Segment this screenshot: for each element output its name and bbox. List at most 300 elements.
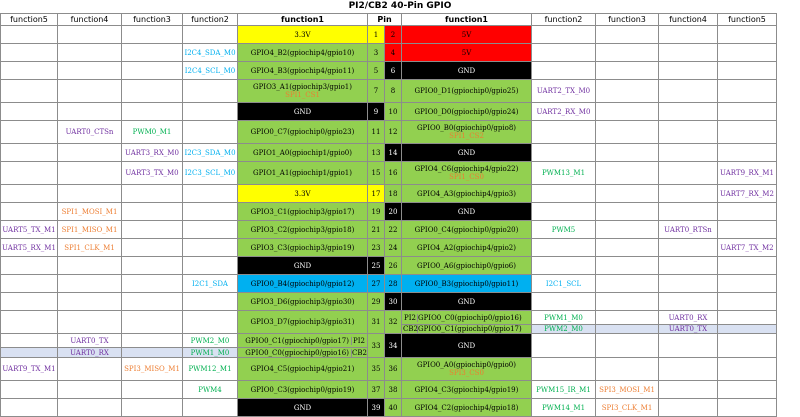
pin-number-odd: 3 <box>368 44 385 62</box>
right-function3 <box>596 44 659 62</box>
left-function3 <box>122 185 183 203</box>
left-function1-cb2 <box>238 348 368 358</box>
pin-number-odd: 37 <box>368 381 385 399</box>
pin-number-odd: 31 <box>368 311 385 334</box>
right-function2 <box>532 239 596 257</box>
left-function2: PWM2_M0 <box>183 334 238 348</box>
left-function2 <box>183 203 238 221</box>
column-header: function4 <box>659 14 718 26</box>
left-function1: GPIO4_B2(gpiochip4/gpio10) <box>238 44 368 62</box>
left-function4 <box>58 293 122 311</box>
right-function2 <box>532 144 596 162</box>
right-function4 <box>659 62 718 80</box>
right-function4 <box>659 293 718 311</box>
pin-row <box>1 80 777 103</box>
left-function2 <box>183 293 238 311</box>
right-function1: GND <box>402 144 532 162</box>
pin-number-odd: 27 <box>368 275 385 293</box>
pin-number-even: 6 <box>385 62 402 80</box>
left-function3 <box>122 257 183 275</box>
left-function1: GPIO1_A0(gpiochip1/gpio0) <box>238 144 368 162</box>
gpio-table <box>0 13 777 417</box>
left-function2 <box>183 121 238 144</box>
left-function3 <box>122 62 183 80</box>
right-function4 <box>659 80 718 103</box>
right-function4: UART0_TX <box>659 325 718 334</box>
left-function-empty <box>58 311 122 334</box>
pin-alt-function: SPI1_CS0 <box>449 173 484 181</box>
left-function5 <box>1 348 58 358</box>
left-function3 <box>122 239 183 257</box>
pin-number-even: 10 <box>385 103 402 121</box>
column-header: function3 <box>122 14 183 26</box>
right-function2 <box>532 358 596 381</box>
column-header: function5 <box>718 14 777 26</box>
pin-row <box>1 203 777 221</box>
pin-row <box>1 162 777 185</box>
left-function3 <box>122 103 183 121</box>
right-function1: GND <box>402 293 532 311</box>
column-header: function3 <box>596 14 659 26</box>
right-function2: PWM2_M0 <box>532 325 596 334</box>
left-function-empty <box>183 311 238 334</box>
left-function2 <box>183 239 238 257</box>
column-header: function4 <box>58 14 122 26</box>
left-function1: GND <box>238 399 368 417</box>
pin-alt-function: SPI3_CS0 <box>449 369 484 377</box>
left-function3 <box>122 26 183 44</box>
right-function5 <box>718 325 777 334</box>
left-function5 <box>1 381 58 399</box>
left-function1-pi2 <box>238 334 368 348</box>
right-function4 <box>659 185 718 203</box>
pin-row <box>1 239 777 257</box>
left-function5 <box>1 275 58 293</box>
left-function4 <box>58 103 122 121</box>
left-function4: UART0_CTSn <box>58 121 122 144</box>
right-function4 <box>659 162 718 185</box>
left-function3 <box>122 203 183 221</box>
left-function1 <box>238 80 368 103</box>
column-header: function2 <box>183 14 238 26</box>
pin-number-odd: 19 <box>368 203 385 221</box>
right-function3 <box>596 121 659 144</box>
pin-number-odd: 33 <box>368 334 385 358</box>
pin-function-name: GPIO4_C6(gpiochip4/gpio22) <box>414 165 519 173</box>
pin-number-even: 26 <box>385 257 402 275</box>
right-function4 <box>659 144 718 162</box>
right-function5 <box>718 257 777 275</box>
left-function5 <box>1 162 58 185</box>
right-function1 <box>402 121 532 144</box>
pin-number-odd: 21 <box>368 221 385 239</box>
right-function3 <box>596 103 659 121</box>
pin-function-name: GPIO0_C0(gpiochip0/gpio16) <box>245 348 349 357</box>
pin-number-even: 2 <box>385 26 402 44</box>
pin-row <box>1 185 777 203</box>
pin-function-name: GPIO0_B0(gpiochip0/gpio8) <box>416 124 517 132</box>
left-function3 <box>122 275 183 293</box>
left-function4: SPI1_MISO_M1 <box>58 221 122 239</box>
right-function4: UART0_RX <box>659 311 718 325</box>
left-function5 <box>1 121 58 144</box>
left-function5: UART9_TX_M1 <box>1 358 58 381</box>
right-function4 <box>659 275 718 293</box>
right-function1: 5V <box>402 26 532 44</box>
left-function4 <box>58 44 122 62</box>
left-function1: GND <box>238 103 368 121</box>
right-function2 <box>532 62 596 80</box>
left-function2: I2C3_SDA_M0 <box>183 144 238 162</box>
left-function2 <box>183 26 238 44</box>
right-function5 <box>718 26 777 44</box>
board-tag: CB2 <box>352 348 367 357</box>
right-function2: PWM15_IR_M1 <box>532 381 596 399</box>
pin-number-odd: 1 <box>368 26 385 44</box>
pin-function-name: GPIO0_C0(gpiochip0/gpio16) <box>418 313 522 322</box>
right-function1: GPIO4_C3(gpiochip4/gpio19) <box>402 381 532 399</box>
right-function1 <box>402 358 532 381</box>
left-function2: PWM4 <box>183 381 238 399</box>
pin-row <box>1 62 777 80</box>
right-function1: GPIO4_A3(gpiochip4/gpio3) <box>402 185 532 203</box>
left-function1: GPIO0_B4(gpiochip0/gpio12) <box>238 275 368 293</box>
pin-row <box>1 334 777 348</box>
right-function1-cb2 <box>402 325 532 334</box>
pin-number-odd: 11 <box>368 121 385 144</box>
pin-row <box>1 26 777 44</box>
pin-row <box>1 293 777 311</box>
pin-number-even: 34 <box>385 334 402 358</box>
pin-number-even: 38 <box>385 381 402 399</box>
left-function4 <box>58 381 122 399</box>
pin-number-even: 40 <box>385 399 402 417</box>
left-function4 <box>58 399 122 417</box>
right-function2 <box>532 203 596 221</box>
left-function3: PWM0_M1 <box>122 121 183 144</box>
left-function1: GND <box>238 257 368 275</box>
right-function2 <box>532 185 596 203</box>
right-function3 <box>596 358 659 381</box>
right-function5 <box>718 80 777 103</box>
right-function3 <box>596 80 659 103</box>
left-function5 <box>1 144 58 162</box>
right-function4 <box>659 26 718 44</box>
pin-number-odd: 17 <box>368 185 385 203</box>
right-function4 <box>659 121 718 144</box>
right-function1: GND <box>402 334 532 358</box>
right-function4 <box>659 103 718 121</box>
pin-number-even: 36 <box>385 358 402 381</box>
column-header: function5 <box>1 14 58 26</box>
right-function4 <box>659 381 718 399</box>
left-function4 <box>58 80 122 103</box>
right-function3 <box>596 144 659 162</box>
pin-number-even: 16 <box>385 162 402 185</box>
pin-number-even: 18 <box>385 185 402 203</box>
pin-number-even: 30 <box>385 293 402 311</box>
left-function1: GPIO3_C3(gpiochip3/gpio19) <box>238 239 368 257</box>
pin-number-even: 28 <box>385 275 402 293</box>
left-function5 <box>1 62 58 80</box>
pin-row <box>1 257 777 275</box>
left-function1: GPIO3_D6(gpiochip3/gpio30) <box>238 293 368 311</box>
right-function3 <box>596 311 659 325</box>
right-function1-pi2 <box>402 311 532 325</box>
pin-row <box>1 221 777 239</box>
board-tag: PI2 <box>351 337 366 345</box>
left-function3 <box>122 221 183 239</box>
left-function3: SPI3_MISO_M1 <box>122 358 183 381</box>
right-function5 <box>718 311 777 325</box>
left-function3 <box>122 381 183 399</box>
right-function5 <box>718 121 777 144</box>
right-function3 <box>596 325 659 334</box>
left-function4 <box>58 26 122 44</box>
right-function5 <box>718 62 777 80</box>
pin-row <box>1 399 777 417</box>
right-function2: PWM13_M1 <box>532 162 596 185</box>
left-function5 <box>1 80 58 103</box>
left-function2 <box>183 221 238 239</box>
pin-number-odd: 39 <box>368 399 385 417</box>
right-function1: GND <box>402 62 532 80</box>
right-function5 <box>718 203 777 221</box>
left-function1: GPIO1_A1(gpiochip1/gpio1) <box>238 162 368 185</box>
right-function5: UART7_TX_M2 <box>718 239 777 257</box>
pin-number-even: 22 <box>385 221 402 239</box>
board-tag: PI2 <box>403 314 418 322</box>
right-function2 <box>532 26 596 44</box>
column-header: function1 <box>402 14 532 26</box>
right-function1: GPIO4_C2(gpiochip4/gpio18) <box>402 399 532 417</box>
right-function3 <box>596 62 659 80</box>
pin-number-even: 32 <box>385 311 402 334</box>
pin-function-name: GPIO3_A1(gpiochip3/gpio1) <box>253 83 352 91</box>
board-tag: CB2 <box>403 325 418 333</box>
left-function4 <box>58 185 122 203</box>
pin-number-odd: 7 <box>368 80 385 103</box>
left-function1: GPIO4_C5(gpiochip4/gpio21) <box>238 358 368 381</box>
right-function1: GPIO0_A6(gpiochip0/gpio6) <box>402 257 532 275</box>
left-function2 <box>183 185 238 203</box>
pin-number-even: 24 <box>385 239 402 257</box>
right-function5 <box>718 293 777 311</box>
right-function-empty <box>596 334 659 358</box>
right-function4 <box>659 239 718 257</box>
left-function2: PWM1_M0 <box>183 348 238 358</box>
pin-number-odd: 5 <box>368 62 385 80</box>
left-function2: I2C1_SDA <box>183 275 238 293</box>
left-function2 <box>183 80 238 103</box>
right-function4 <box>659 257 718 275</box>
pin-number-even: 14 <box>385 144 402 162</box>
left-function2: I2C3_SCL_M0 <box>183 162 238 185</box>
pin-number-odd: 23 <box>368 239 385 257</box>
right-function5 <box>718 44 777 62</box>
pin-function-name: GPIO0_C1(gpiochip0/gpio17) <box>418 325 522 333</box>
right-function2: PWM1_M0 <box>532 311 596 325</box>
left-function4: SPI1_MOSI_M1 <box>58 203 122 221</box>
pin-row <box>1 275 777 293</box>
right-function5 <box>718 381 777 399</box>
right-function1: GPIO0_D0(gpiochip0/gpio24) <box>402 103 532 121</box>
right-function3 <box>596 162 659 185</box>
right-function4 <box>659 358 718 381</box>
left-function1: GPIO0_C3(gpiochip0/gpio19) <box>238 381 368 399</box>
left-function5: UART5_RX_M1 <box>1 239 58 257</box>
pin-alt-function: SPI1_CS1 <box>285 91 320 99</box>
left-function4 <box>58 257 122 275</box>
pin-number-odd: 9 <box>368 103 385 121</box>
right-function3 <box>596 203 659 221</box>
pin-number-odd: 13 <box>368 144 385 162</box>
pin-number-odd: 29 <box>368 293 385 311</box>
left-function4 <box>58 144 122 162</box>
pin-row <box>1 121 777 144</box>
right-function3 <box>596 275 659 293</box>
left-function1: GPIO3_C1(gpiochip3/gpio17) <box>238 203 368 221</box>
left-function4: UART0_RX <box>58 348 122 358</box>
left-function5 <box>1 293 58 311</box>
right-function1 <box>402 162 532 185</box>
left-function2 <box>183 103 238 121</box>
pin-number-odd: 25 <box>368 257 385 275</box>
right-function1: GPIO0_D1(gpiochip0/gpio25) <box>402 80 532 103</box>
right-function5 <box>718 358 777 381</box>
right-function5 <box>718 399 777 417</box>
right-function2 <box>532 121 596 144</box>
left-function1: 3.3V <box>238 26 368 44</box>
right-function4 <box>659 399 718 417</box>
pin-number-even: 8 <box>385 80 402 103</box>
left-function5 <box>1 26 58 44</box>
left-function5 <box>1 185 58 203</box>
page-title: PI2/CB2 40-Pin GPIO <box>348 1 452 11</box>
pin-number-odd: 15 <box>368 162 385 185</box>
left-function4: UART0_TX <box>58 334 122 348</box>
pin-number-even: 4 <box>385 44 402 62</box>
pin-row <box>1 44 777 62</box>
right-function3 <box>596 293 659 311</box>
left-function4 <box>58 275 122 293</box>
column-header: function2 <box>532 14 596 26</box>
pin-number-odd: 35 <box>368 358 385 381</box>
right-function4: UART0_RTSn <box>659 221 718 239</box>
pin-number-even: 20 <box>385 203 402 221</box>
column-header: function1 <box>238 14 368 26</box>
left-function1: GPIO3_C2(gpiochip3/gpio18) <box>238 221 368 239</box>
left-function-empty <box>1 311 58 334</box>
right-function5 <box>718 221 777 239</box>
left-function5 <box>1 334 58 348</box>
right-function-empty <box>532 334 596 358</box>
right-function2: PWM5 <box>532 221 596 239</box>
right-function1: 5V <box>402 44 532 62</box>
right-function5 <box>718 103 777 121</box>
pin-function-name: GPIO0_C1(gpiochip0/gpio17) <box>245 336 349 345</box>
left-function1: 3.3V <box>238 185 368 203</box>
right-function1: GPIO0_B3(gpiochip0/gpio11) <box>402 275 532 293</box>
right-function2 <box>532 257 596 275</box>
pin-row <box>1 144 777 162</box>
left-function5: UART5_TX_M1 <box>1 221 58 239</box>
left-function2: I2C4_SCL_M0 <box>183 62 238 80</box>
pin-row <box>1 103 777 121</box>
right-function2 <box>532 293 596 311</box>
right-function3: SPI3_CLK_M1 <box>596 399 659 417</box>
left-function3 <box>122 293 183 311</box>
left-function3 <box>122 334 183 348</box>
left-function4 <box>58 162 122 185</box>
left-function3 <box>122 399 183 417</box>
pin-row <box>1 311 777 325</box>
pin-row <box>1 358 777 381</box>
header-row <box>1 14 777 26</box>
right-function3 <box>596 239 659 257</box>
right-function5: UART7_RX_M2 <box>718 185 777 203</box>
right-function2: I2C1_SCL <box>532 275 596 293</box>
left-function2 <box>183 399 238 417</box>
right-function-empty <box>718 334 777 358</box>
right-function4 <box>659 203 718 221</box>
left-function5 <box>1 203 58 221</box>
right-function1: GPIO4_A2(gpiochip4/gpio2) <box>402 239 532 257</box>
pin-function-name: GPIO0_A0(gpiochip0/gpio0) <box>417 361 516 369</box>
left-function5 <box>1 399 58 417</box>
right-function5: UART9_RX_M1 <box>718 162 777 185</box>
left-function2: PWM12_M1 <box>183 358 238 381</box>
left-function1: GPIO0_C7(gpiochip0/gpio23) <box>238 121 368 144</box>
left-function4 <box>58 62 122 80</box>
left-function3 <box>122 348 183 358</box>
right-function3 <box>596 185 659 203</box>
right-function1: GND <box>402 203 532 221</box>
right-function3 <box>596 26 659 44</box>
left-function2 <box>183 257 238 275</box>
right-function2: UART2_TX_M0 <box>532 80 596 103</box>
pin-row <box>1 381 777 399</box>
left-function3: UART3_RX_M0 <box>122 144 183 162</box>
right-function2 <box>532 44 596 62</box>
left-function1: GPIO3_D7(gpiochip3/gpio31) <box>238 311 368 334</box>
left-function5 <box>1 103 58 121</box>
left-function1: GPIO4_B3(gpiochip4/gpio11) <box>238 62 368 80</box>
left-function2: I2C4_SDA_M0 <box>183 44 238 62</box>
left-function-empty <box>122 311 183 334</box>
left-function5 <box>1 44 58 62</box>
right-function3: SPI3_MOSI_M1 <box>596 381 659 399</box>
left-function3 <box>122 44 183 62</box>
left-function4 <box>58 358 122 381</box>
left-function4: SPI1_CLK_M1 <box>58 239 122 257</box>
pin-alt-function: SPI1_CS2 <box>449 132 484 140</box>
right-function-empty <box>659 334 718 358</box>
pin-number-even: 12 <box>385 121 402 144</box>
right-function5 <box>718 144 777 162</box>
column-header: Pin <box>368 14 402 26</box>
left-function3: UART3_TX_M0 <box>122 162 183 185</box>
left-function5 <box>1 257 58 275</box>
left-function3 <box>122 80 183 103</box>
right-function3 <box>596 221 659 239</box>
right-function4 <box>659 44 718 62</box>
right-function2: PWM14_M1 <box>532 399 596 417</box>
right-function2: UART2_RX_M0 <box>532 103 596 121</box>
right-function5 <box>718 275 777 293</box>
right-function1: GPIO0_C4(gpiochip0/gpio20) <box>402 221 532 239</box>
right-function3 <box>596 257 659 275</box>
